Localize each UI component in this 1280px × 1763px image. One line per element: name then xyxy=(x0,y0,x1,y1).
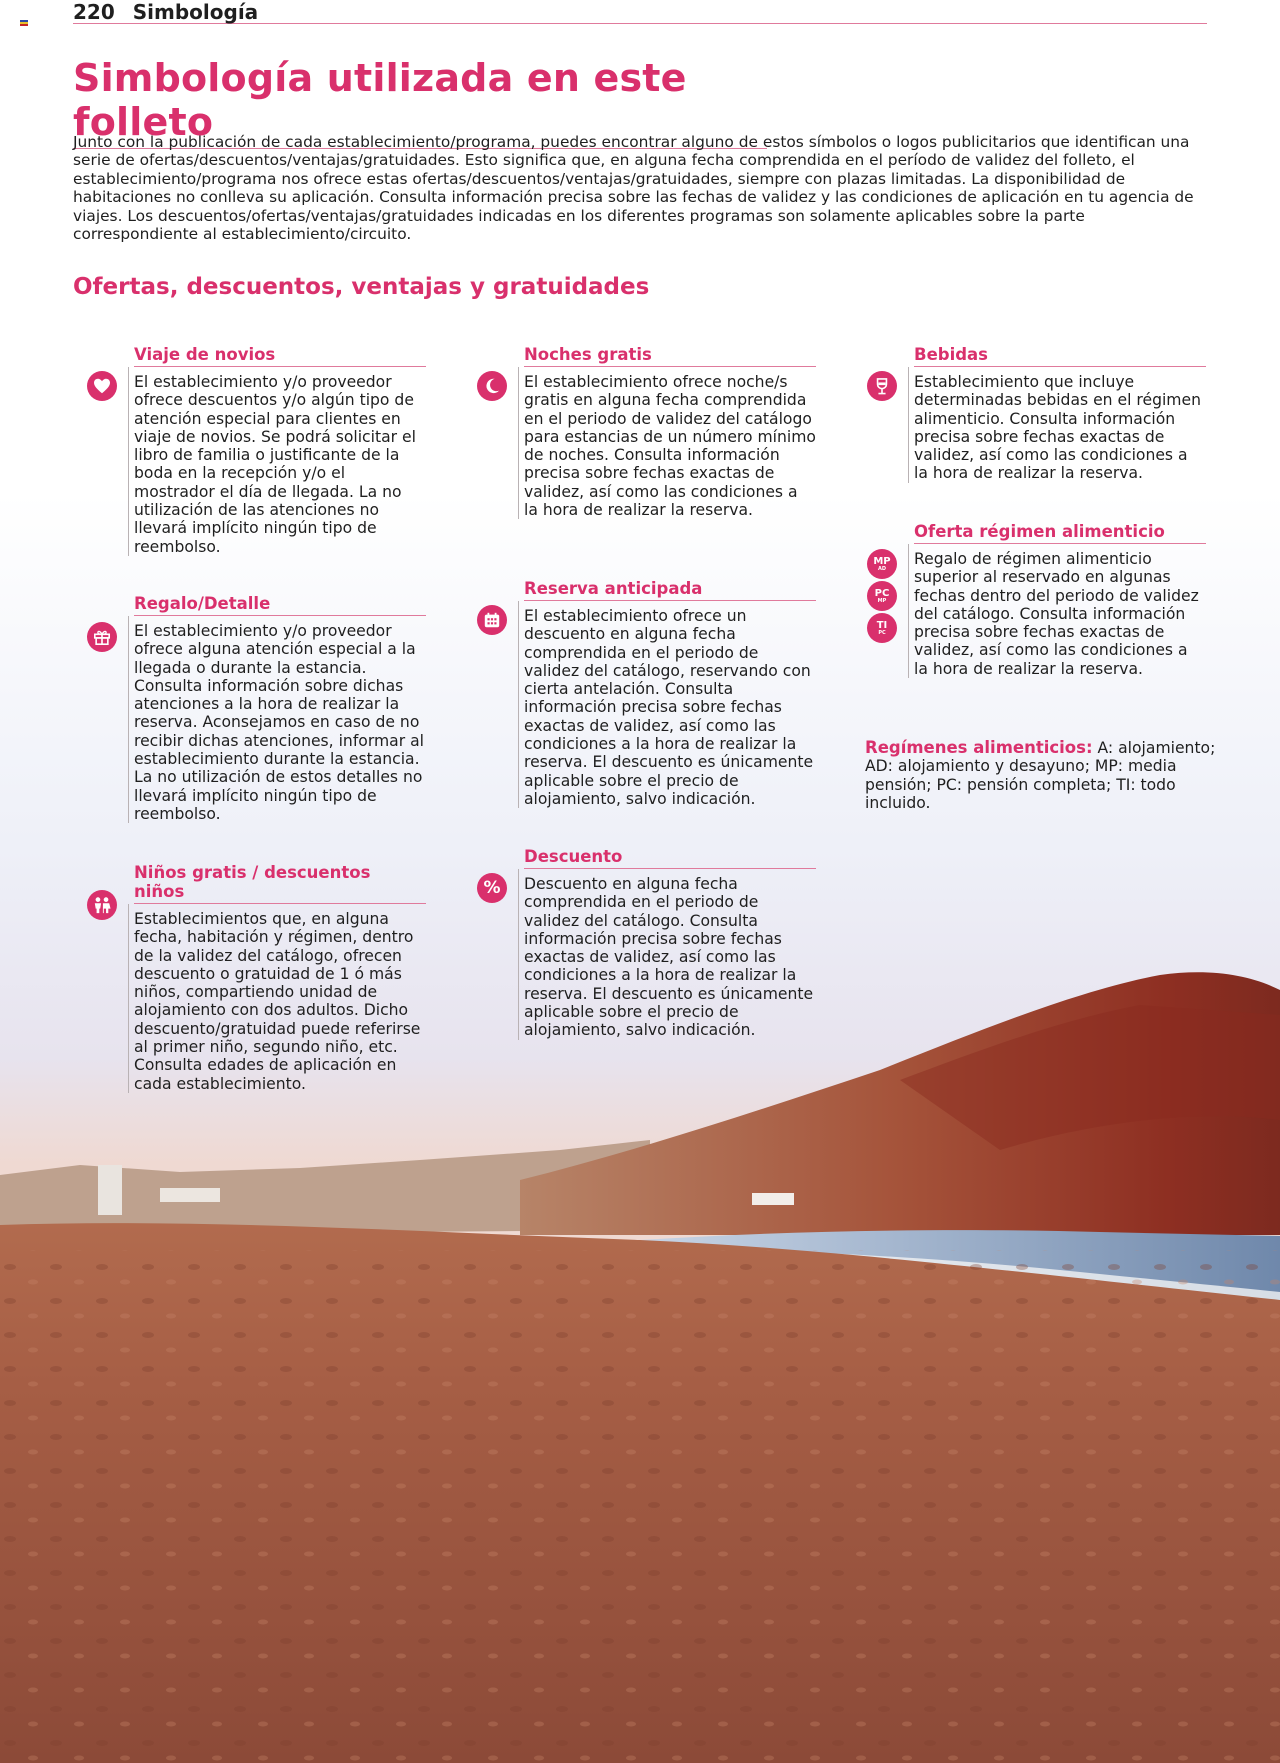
section-subtitle: Ofertas, descuentos, ventajas y gratuidades xyxy=(73,274,650,300)
heart-icon xyxy=(87,371,117,401)
page-title: Simbología utilizada en este folleto xyxy=(73,56,767,149)
meal-plan-ti-icon xyxy=(867,613,897,643)
item-bebidas xyxy=(914,345,1206,483)
item-title: Regalo/Detalle xyxy=(134,594,426,616)
item-viaje-novios xyxy=(134,345,426,556)
item-title: Reserva anticipada xyxy=(524,579,816,601)
wine-glass-icon xyxy=(867,371,897,401)
regimes-label: Regímenes alimenticios: xyxy=(865,738,1093,757)
item-noches xyxy=(524,345,816,519)
section-label: Simbología xyxy=(132,0,259,24)
flag-mark xyxy=(20,20,28,26)
item-text: El establecimiento y/o proveedor ofrece alguna atención especial a la llegada o durante la estancia. Consulta información sobre dichas atenciones a la hora de realizar la reserva. Aconsejamos en caso de no recibir dichas atenciones, informar al establecimiento durante la estancia. La no utilización de estos detalles no llevará implícito ningún tipo de reembolso. xyxy=(128,616,426,823)
item-text: Establecimientos que, en alguna fecha, habitación y régimen, dentro de la validez del catálogo, ofrecen descuento o gratuidad de 1 ó más niños, compartiendo unidad de alojamiento con dos adultos. Dicho descuento/gratuidad puede referirse al primer niño, segundo niño, etc. Consulta edades de aplicación en cada establecimiento. xyxy=(128,904,426,1093)
percent-icon: % xyxy=(477,873,507,903)
page-header xyxy=(73,0,1207,24)
badge-top: MP xyxy=(873,555,891,567)
item-text: Regalo de régimen alimenticio superior al reservado en algunas fechas dentro del periodo de validez del catálogo. Consulta información precisa sobre fechas exactas de validez, así como las condiciones a la hora de realizar la reserva. xyxy=(908,544,1206,678)
item-title: Noches gratis xyxy=(524,345,816,367)
item-title: Viaje de novios xyxy=(134,345,426,367)
calendar-icon xyxy=(477,605,507,635)
item-title: Bebidas xyxy=(914,345,1206,367)
item-oferta-regimen xyxy=(914,522,1206,678)
gift-icon xyxy=(87,622,117,652)
meal-plan-pc-icon xyxy=(867,581,897,611)
children-icon xyxy=(87,890,117,920)
badge-bottom: AD xyxy=(877,565,887,572)
item-text: Descuento en alguna fecha comprendida en el periodo de validez del catálogo. Consulta información precisa sobre fechas exactas de validez, así como las condiciones a la hora de realizar la reserva. El descuento es únicamente aplicable sobre el precio de alojamiento, salvo indicación. xyxy=(518,869,816,1040)
item-text: El establecimiento ofrece un descuento en alguna fecha comprendida en el periodo de validez del catálogo, reservando con cierta antelación. Consulta información precisa sobre fechas exactas de validez, así como las condiciones a la hora de realizar la reserva. El descuento es únicamente aplicable sobre el precio de alojamiento, salvo indicación. xyxy=(518,601,816,808)
item-text: El establecimiento ofrece noche/s gratis en alguna fecha comprendida en el periodo de validez del catálogo para estancias de un número mínimo de noches. Consulta información precisa sobre fechas exactas de validez, así como las condiciones a la hora de realizar la reserva. xyxy=(518,367,816,519)
item-text: El establecimiento y/o proveedor ofrece descuentos y/o algún tipo de atención especial para clientes en viaje de novios. Se podrá solicitar el libro de familia o justificante de la boda en la recepción y/o el mostrador el día de llegada. La no utilización de las atenciones no llevará implícito ningún tipo de reembolso. xyxy=(128,367,426,556)
item-title: Niños gratis / descuentos niños xyxy=(134,863,426,904)
item-regalo xyxy=(134,594,426,823)
intro-paragraph: Junto con la publicación de cada establecimiento/programa, puedes encontrar alguno de estos símbolos o logos publicitarios que identifican una serie de ofertas/descuentos/ventajas/gratuidades. Esto significa que, en alguna fecha comprendida en el período de validez del folleto, el establecimiento/programa nos ofrece estas ofertas/descuentos/ventajas/gratuidades, siempre con plazas limitadas. La disponibilidad de habitaciones no conlleva su aplicación. Consulta información precisa sobre las fechas de validez y las condiciones de aplicación en tu agencia de viajes. Los descuentos/ofertas/ventajas/gratuidades indicadas en los diferentes programas son solamente aplicables sobre la parte correspondiente al establecimiento/circuito. xyxy=(73,133,1194,244)
item-descuento xyxy=(524,847,816,1040)
page-number: 220 xyxy=(73,0,115,24)
badge-bottom: PC xyxy=(878,629,886,636)
badge-top: TI xyxy=(876,619,888,631)
meal-regimes-legend xyxy=(865,739,1217,812)
item-title: Descuento xyxy=(524,847,816,869)
moon-icon xyxy=(477,371,507,401)
meal-plan-mp-icon xyxy=(867,549,897,579)
item-reserva xyxy=(524,579,816,808)
item-title: Oferta régimen alimenticio xyxy=(914,522,1206,544)
badge-top: PC xyxy=(874,587,890,599)
badge-bottom: MP xyxy=(877,597,887,604)
item-ninos xyxy=(134,863,426,1093)
item-text: Establecimiento que incluye determinadas bebidas en el régimen alimenticio. Consulta información precisa sobre fechas exactas de validez, así como las condiciones a la hora de realizar la reserva. xyxy=(908,367,1206,483)
regimes-text: A: alojamiento; AD: alojamiento y desayuno; MP: media pensión; PC: pensión completa; TI: todo incluido. xyxy=(865,739,1216,812)
